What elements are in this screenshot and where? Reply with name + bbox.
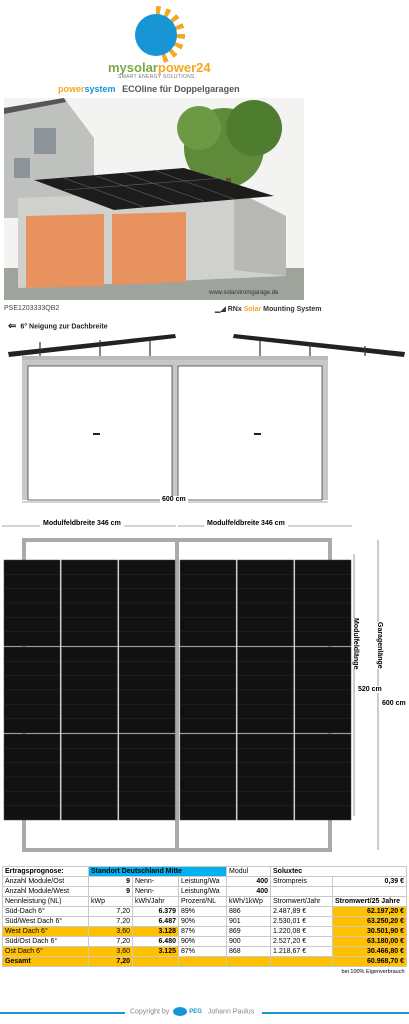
table-row: Ost Dach 6° 3,60 3.125 87% 868 1.218,67 € 30.466,80 € [3,947,407,957]
table-header-row: Nennleistung (NL) kWp kWh/Jahr Prozent/NL kWh/1kWp Stromwert/Jahr Stromwert/25 Jahre [3,897,407,907]
table-row: bei 100% Eigenverbrauch [341,968,405,975]
peg-logo-icon [173,1007,187,1016]
table-total-row: Gesamt 7,20 60.968,70 € [3,957,407,967]
modulfeld-right-label: Modulfeldbreite 346 cm [204,520,288,527]
tilt-label: ⇐ 6° Neigung zur Dachbreite [8,321,108,332]
dimension-520: 520 cm [358,686,382,693]
table-row: West Dach 6° 3,60 3.128 87% 869 1.220,08 € 30.501,90 € [3,927,407,937]
dimension-600: 600 cm [382,700,406,707]
table-row: Süd/Ost Dach 6° 7,20 6.480 90% 900 2.527,20 € 63.180,00 € [3,937,407,947]
brand-tagline: SMART ENERGY SOLUTIONS [118,74,195,80]
yield-table [2,866,407,976]
brand-name: mysolarpower24 [108,60,211,75]
arrow-left-icon: ⇐ [8,321,17,332]
top-view-diagram [0,518,409,863]
product-title: powersystem ECOline für Doppelgaragen [58,84,240,94]
table-row: Anzahl Module/Ost 9 Nenn- Leistung/Wa 400 Strompreis 0,39 € [3,877,407,887]
modulfeld-left-label: Modulfeldbreite 346 cm [40,520,124,527]
rnx-caption: ▁◢ RNx Solar Mounting System [215,306,322,313]
table-row: Süd/West Dach 6° 7,20 6.487 90% 901 2.530,01 € 63.250,20 € [3,917,407,927]
table-row: Süd-Dach 6° 7,20 6.379 89% 886 2.487,89 € 62.197,20 € [3,907,407,917]
garage-render-image [4,98,304,300]
front-elevation-diagram [0,330,409,510]
svg-text:www.solarstromgarage.de: www.solarstromgarage.de [209,290,279,296]
product-code: PSE1203333QB2 [4,305,60,312]
table-row: Anzahl Module/West 9 Nenn- Leistung/Wa 400 [3,887,407,897]
modulfeldlaenge-label: Modulfeldlänge [352,618,359,670]
table-row: Ertragsprognose: Standort Deutschland Mitte Modul Soluxtec [3,867,407,877]
width-dimension: 600 cm [162,496,186,503]
footer: Copyright by PEG Johann Paulus [0,1006,409,1020]
brand-logo-icon [135,14,177,56]
garagenlaenge-label: Garagenlänge [376,622,383,669]
